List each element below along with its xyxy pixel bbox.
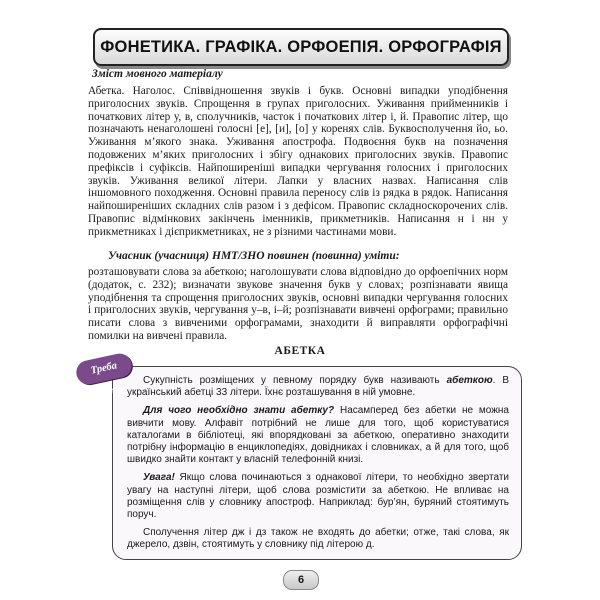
section-title: АБЕТКА [274,345,326,357]
content-heading: Зміст мовного матеріалу [92,68,223,80]
box-p1-text-a: Сукупність розміщених у певному порядку букв називають [143,375,447,386]
page-number: 6 [283,570,319,590]
box-p1-keyword: абеткою [446,375,493,386]
student-heading: Учасник (учасниця) НМТ/ЗНО повинен (повинна) уміти: [108,250,400,262]
banner-title: ФОНЕТИКА. ГРАФІКА. ОРФОЕПІЯ. ОРФОГРАФІЯ [100,38,502,56]
box-paragraph-3 [127,472,509,521]
box-p3-lead: Увага! [143,472,175,484]
content-text: Абетка. Наголос. Співвідношення звуків і букв. Основні випадки уподібнення приголосних звуків. Спрощення в групах приголосних. Уживання прийменників і початкових літер у, в, сполучників, часток і початкових літер і, й. Правопис літер, що позначають ненаголошені голосні [е], [и], [о] у коренях слів. Буквосполучення йо, ьо. Уживання м’якого знака. Уживання апострофа. Подвоєння букв на позначення подовжених м’яких приголосних і збігу однакових приголосних звуків. Правопис префіксів і суфіксів. Найпоширеніші випадки чергування голосних і приголосних звуків. Уживання великої літери. Лапки у власних назвах. Написання слів іншомовного походження. Основні правила переносу слів із рядка в рядок. Написання найпоширеніших складних слів разом і з дефісом. Правопис складноскорочених слів. Правопис відмінкових закінчень іменників, прикметників. Написання н і нн у прикметниках і дієприкметниках, не з різними частинами мови. [88,85,508,238]
box-paragraph-4 [127,527,509,551]
box-paragraph-1 [127,375,509,399]
box-p1-text-b: . В український абетці 33 літери. Їхнє розташування в ній умовне. [127,375,510,399]
student-text: розташовувати слова за абеткою; наголошувати слова відповідно до орфоепічних норм (додаток, с. 232); визначати звукове значення букв у словах; розпізнавати явища уподібнення та спрощення приголосних звуків, основні випадки чергування голосних і приголосних звуків, чергування у–в, і–й; розпізнавати вивчені орфограми; правильно писати слова з вивченими орфограмами, знаходити й виправляти орфографічні помилки на вивчені правила. [88,266,508,342]
box-p2-lead: Для чого необхідно знати абетку? [143,405,335,417]
box-p3-text: Якщо слова починаються з однакової літери, то необхідно звертати увагу на наступні літери, щоб слова розмістити за абеткою. Не впливає на розміщення слів у словнику апостроф. Наприклад: бур’ян, буряний стоятимуть поруч. [127,472,509,521]
title-banner [93,28,509,66]
info-box-content [127,375,509,558]
box-paragraph-2 [127,405,509,466]
box-p4-text: Сполучення літер дж і дз також не входять до абетки; отже, такі слова, як джерело, дзвін, стоятимуть у словнику під літерою д. [127,527,509,551]
box-p2-text: Насамперед без абетки не можна вивчити мову. Алфавіт потрібний не лише для того, щоб користуватися каталогами в бібліотеці, які впорядковані за абеткою, оперативно знаходити потрібну інформацію в енциклопедіях, довідниках і словниках, а й для того, щоб швидко знайти контакт у власній телефонній книзі. [127,405,509,466]
need-to-know-tag: Треба знати [74,351,134,386]
info-box [112,366,522,560]
